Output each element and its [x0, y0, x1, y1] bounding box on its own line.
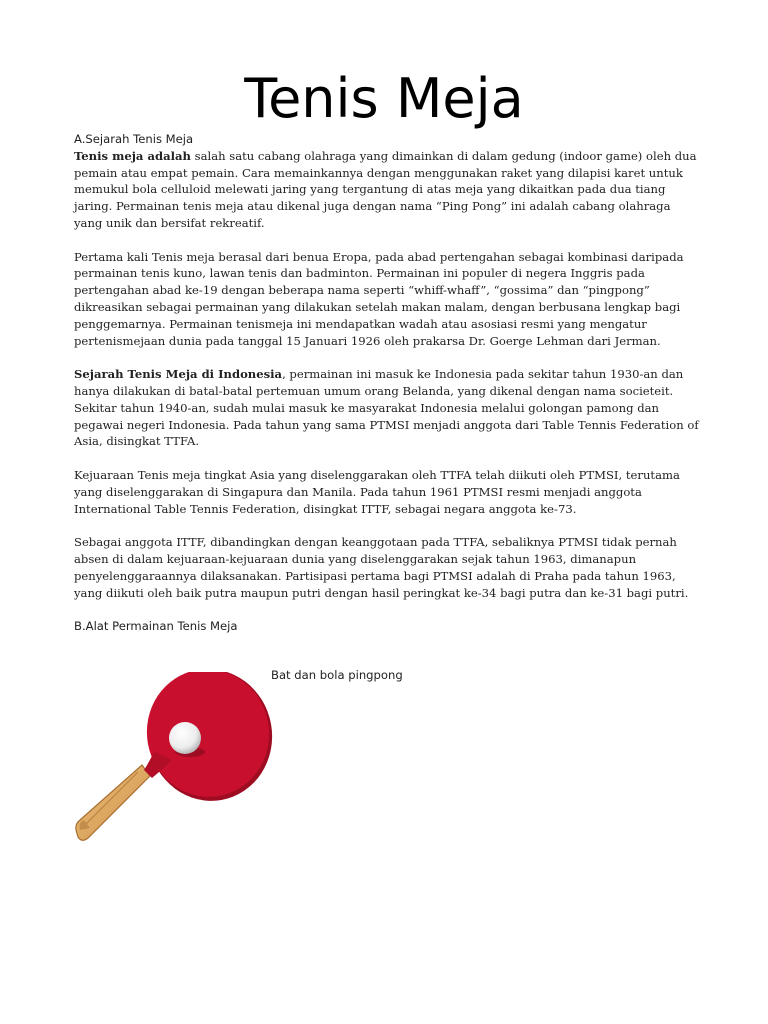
indonesia-text: , permainan ini masuk ke Indonesia pada sekitar tahun 1930-an dan hanya dilakukan di batal-batal pertemuan umum orang Belanda, yang dikenal dengan nama societeit. Sekitar tahun 1940-an, sudah mulai masuk ke masyarakat Indonesia melalui golongan pamong dan pegawai negeri Indonesia. Pada tahun yang sama PTMSI menjadi anggota dari Table Tennis Federation of Asia, disingkat TTFA.: [74, 367, 699, 449]
document-body: [74, 131, 702, 635]
definition-text: salah satu cabang olahraga yang dimainkan di dalam gedung (indoor game) oleh dua pemain atau empat pemain. Cara memainkannya dengan menggunakan raket yang dilapisi karet untuk memukul bola celluloid melewati jaring yang tergantung di atas meja yang dikaitkan pada dua tiang jaring. Permainan tenis meja atau dikenal juga dengan nama “Ping Pong” ini adalah cabang olahraga yang unik dan bersifat rekreatif.: [74, 148, 697, 230]
paragraph-indonesia: [74, 366, 702, 450]
paragraph-ittf: Sebagai anggota ITTF, dibandingkan dengan keanggotaan pada TTFA, sebaliknya PTMSI tidak pernah absen di dalam kejuaraan-kejuaraan dunia yang diselenggarakan sejak tahun 1963, dimanapun penyelenggaraannya dilaksanakan. Partisipasi pertama bagi PTMSI adalah di Praha pada tahun 1963, yang diikuti oleh baik putra maupun putri dengan hasil peringkat ke-34 bagi putra dan ke-31 bagi putri.: [74, 535, 689, 600]
spacer: [74, 450, 702, 467]
spacer: [74, 517, 702, 534]
spacer: [74, 349, 702, 366]
paddle-blade: [137, 672, 276, 811]
paragraph-definition: [74, 148, 702, 232]
section-a-heading: A.Sejarah Tenis Meja: [74, 132, 194, 146]
ping-pong-ball: [169, 722, 201, 754]
indonesia-lead: Sejarah Tenis Meja di Indonesia: [74, 367, 283, 382]
page-title: Tenis Meja: [244, 67, 524, 130]
spacer: [74, 232, 702, 249]
spacer: [74, 601, 702, 618]
definition-lead: Tenis meja adalah: [74, 148, 191, 163]
section-b-heading: B.Alat Permainan Tenis Meja: [74, 619, 238, 634]
paragraph-origin: Pertama kali Tenis meja berasal dari benua Eropa, pada abad pertengahan sebagai kombinasi daripada permainan tenis kuno, lawan tenis dan badminton. Permainan ini populer di negera Inggris pada pertengahan abad ke-19 dengan beberapa nama seperti “whiff-whaff”, “gossima” dan “pingpong” dikreasikan sebagai permainan yang dilakukan setelah makan malam, dengan berbusana lengkap bagi penggemarnya. Permainan tenismeja ini mendapatkan wadah atau asosiasi resmi yang mengatur pertenismejaan dunia pada tanggal 15 Januari 1926 oleh prakarsa Dr. Goerge Lehman dari Jerman.: [74, 249, 684, 348]
image-caption: Bat dan bola pingpong: [271, 668, 403, 682]
paddle-handle: [76, 765, 150, 840]
ping-pong-paddle-and-ball-icon: [72, 672, 276, 848]
paragraph-asia-championship: Kejuaraan Tenis meja tingkat Asia yang diselenggarakan oleh TTFA telah diikuti oleh PTMSI, terutama yang diselenggarakan di Singapura dan Manila. Pada tahun 1961 PTMSI resmi menjadi anggota International Table Tennis Federation, disingkat ITTF, sebagai negara anggota ke-73.: [74, 467, 680, 516]
